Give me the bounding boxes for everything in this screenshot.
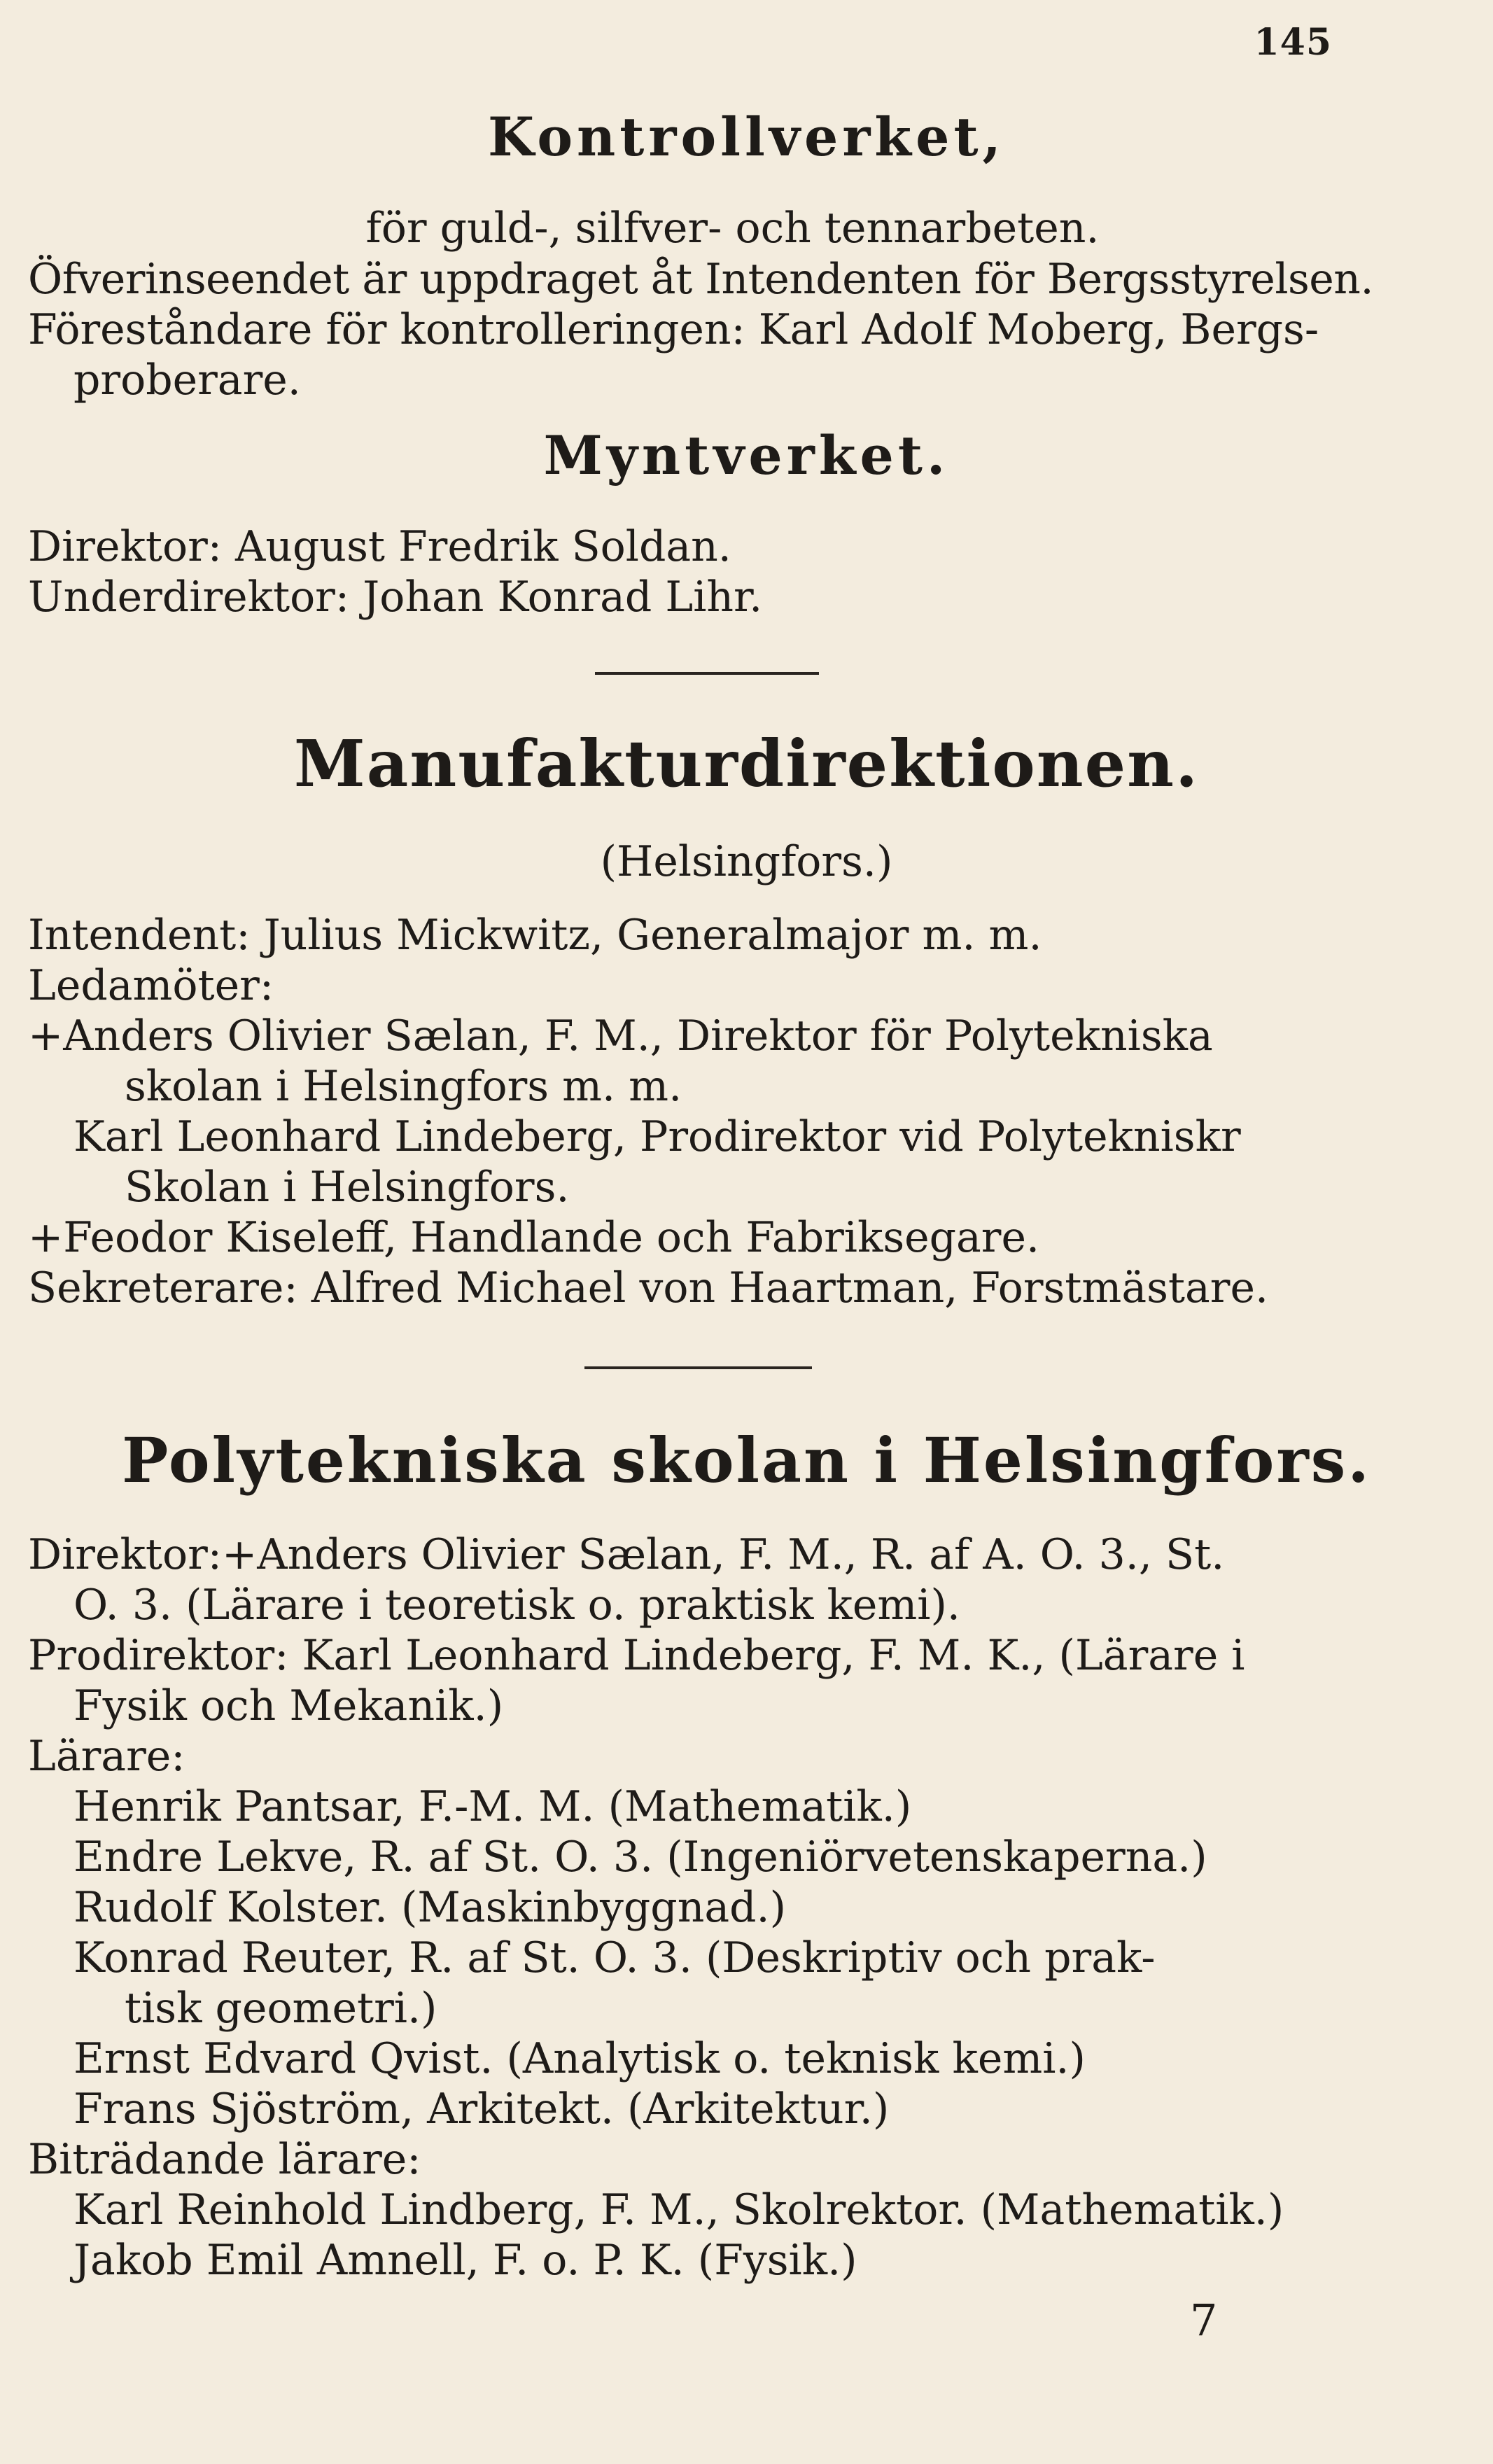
text-line: Jakob Emil Amnell, F. o. P. K. (Fysik.) — [73, 2236, 857, 2285]
page-number: 145 — [1254, 21, 1332, 64]
text-line: Ernst Edvard Qvist. (Analytisk o. teknisk kemi.) — [73, 2034, 1086, 2083]
section-title-myntverket: Myntverket. — [543, 424, 950, 486]
text-line: skolan i Helsingfors m. m. — [125, 1062, 682, 1111]
text-line: Direktor: August Fredrik Soldan. — [28, 522, 731, 571]
text-line: tisk geometri.) — [125, 1984, 437, 2033]
text-line: Direktor:+Anders Olivier Sælan, F. M., R. af A. O. 3., St. — [28, 1530, 1225, 1579]
kontrollverket-subtitle: för guld-, silfver- och tennarbeten. — [365, 204, 1100, 253]
text-line: Lärare: — [28, 1732, 185, 1781]
text-line: +Anders Olivier Sælan, F. M., Direktor för Polytekniska — [28, 1011, 1213, 1060]
text-line: Föreståndare för kontrolleringen: Karl Adolf Moberg, Bergs- — [28, 305, 1319, 354]
text-line: Frans Sjöström, Arkitekt. (Arkitektur.) — [73, 2085, 890, 2134]
text-line: Intendent: Julius Mickwitz, Generalmajor m. m. — [28, 911, 1042, 960]
text-line: Skolan i Helsingfors. — [125, 1163, 570, 1212]
text-line: Ledamöter: — [28, 961, 274, 1010]
section-title-polytekniska-skolan: Polytekniska skolan i Helsingfors. — [122, 1424, 1371, 1497]
text-line: +Feodor Kiseleff, Handlande och Fabriksegare. — [28, 1213, 1040, 1262]
text-line: Underdirektor: Johan Konrad Lihr. — [28, 573, 763, 622]
section-divider — [584, 1366, 812, 1369]
text-line: Fysik och Mekanik.) — [73, 1681, 504, 1730]
text-line: Henrik Pantsar, F.-M. M. (Mathematik.) — [73, 1782, 912, 1831]
section-divider — [595, 672, 819, 675]
text-line: Karl Reinhold Lindberg, F. M., Skolrektor. (Mathematik.) — [73, 2185, 1284, 2234]
text-line: Öfverinseendet är uppdraget åt Intendenten för Bergsstyrelsen. — [28, 255, 1374, 304]
text-line: Biträdande lärare: — [28, 2135, 421, 2184]
section-title-manufakturdirektionen: Manufakturdirektionen. — [293, 726, 1200, 802]
text-line: proberare. — [73, 356, 301, 405]
signature-mark: 7 — [1190, 2295, 1218, 2346]
text-line: Rudolf Kolster. (Maskinbyggnad.) — [73, 1883, 787, 1932]
text-line: Endre Lekve, R. af St. O. 3. (Ingeniörvetenskaperna.) — [73, 1833, 1207, 1882]
text-line: O. 3. (Lärare i teoretisk o. praktisk kemi). — [73, 1581, 960, 1630]
section-title-kontrollverket: Kontrollverket, — [487, 106, 1006, 168]
text-line: Karl Leonhard Lindeberg, Prodirektor vid Polytekniskr — [73, 1112, 1241, 1161]
manufaktur-place: (Helsingfors.) — [600, 837, 893, 886]
text-line: Sekreterare: Alfred Michael von Haartman, Forstmästare. — [28, 1264, 1269, 1312]
text-line: Konrad Reuter, R. af St. O. 3. (Deskriptiv och prak- — [73, 1933, 1156, 1982]
text-line: Prodirektor: Karl Leonhard Lindeberg, F. M. K., (Lärare i — [28, 1631, 1245, 1680]
